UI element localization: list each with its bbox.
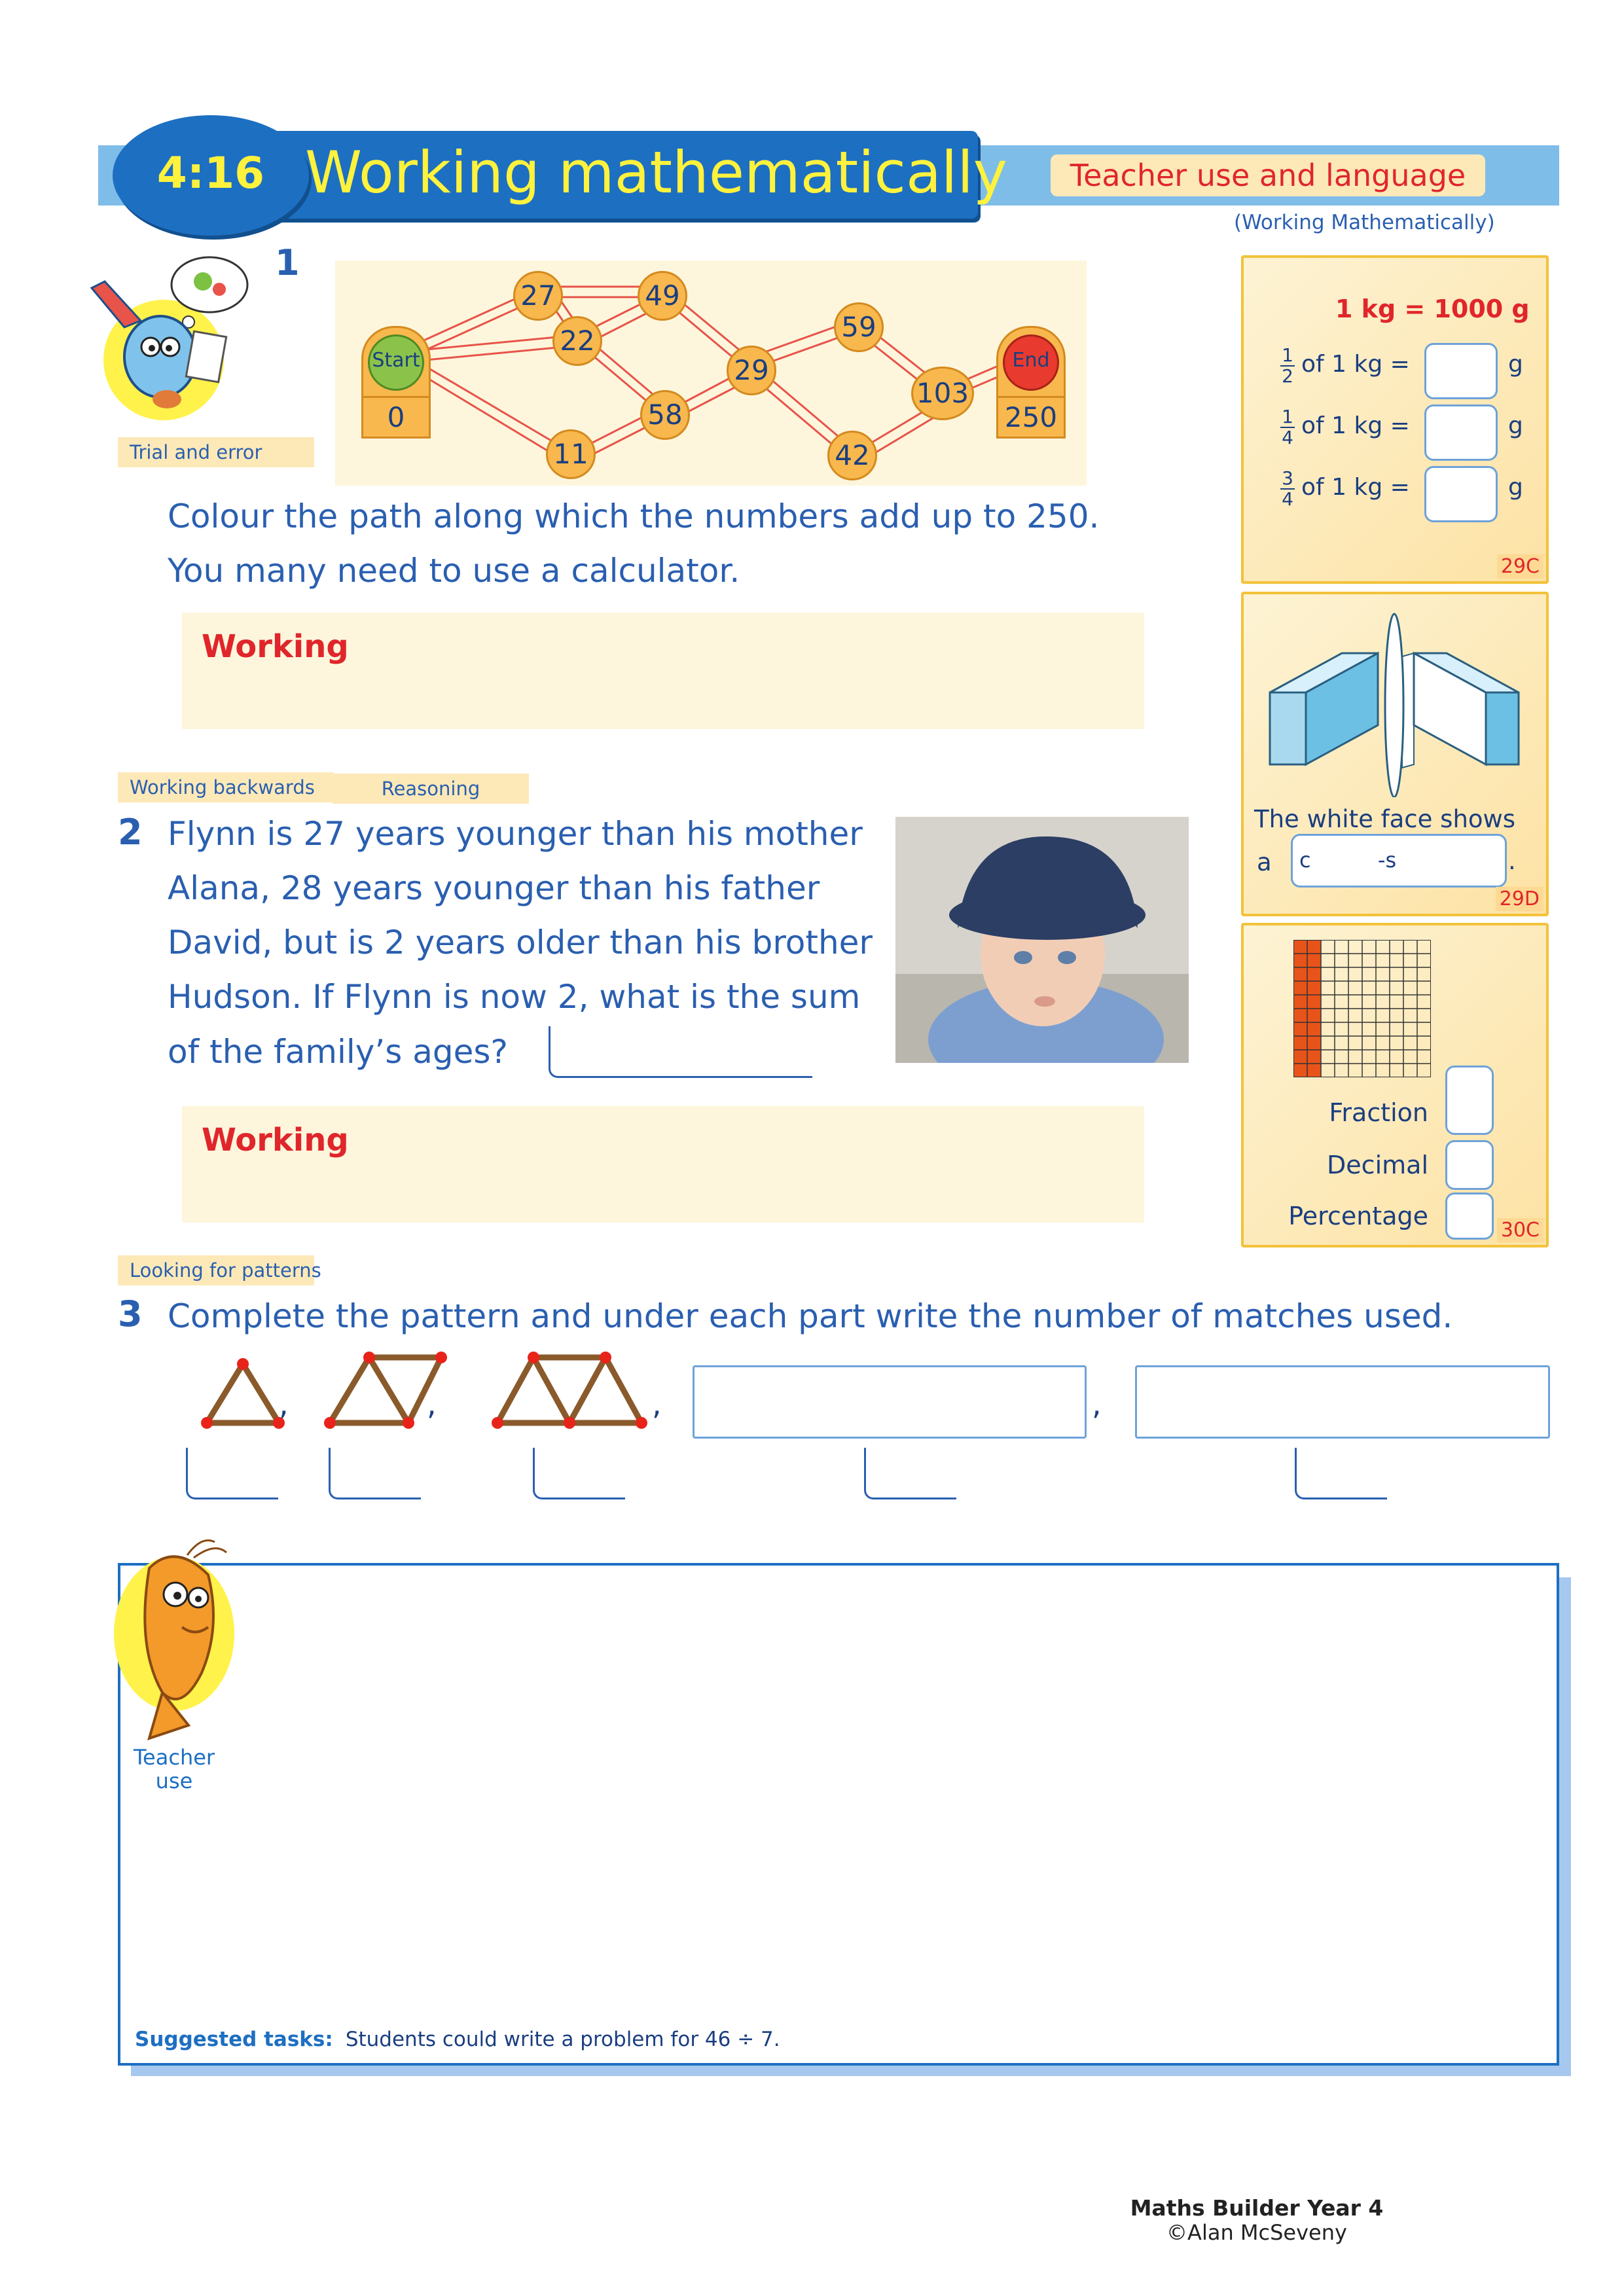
fraction-numerator: 1 [1282,406,1293,427]
question-2-number: 2 [118,812,143,853]
mass-half-answer[interactable] [1424,343,1498,399]
matches-count-2[interactable] [329,1448,421,1499]
question-3-number: 3 [118,1293,143,1335]
teacher-use-label-1: Teacher [133,1745,215,1770]
pattern-separator: , [279,1386,289,1422]
q2-answer-field[interactable] [549,1026,812,1078]
pencil-mascot-illustration [79,249,249,425]
pattern-separator: , [652,1386,662,1422]
q1-working-label: Working [202,628,349,665]
tag-trial-and-error: Trial and error [118,437,314,467]
node-11: 11 [546,429,596,479]
mass-quarter-answer[interactable] [1424,404,1498,461]
label-decimal: Decimal [1327,1151,1428,1179]
mass-row-unit: g [1508,351,1523,378]
percentage-answer[interactable] [1445,1193,1494,1240]
hundred-grid [1293,940,1431,1077]
mass-row-text: of 1 kg = [1301,351,1410,378]
cross-section-period: . [1508,847,1516,875]
side-panel-mass [1241,255,1549,584]
end-value: 250 [1004,401,1058,433]
matches-count-3[interactable] [533,1448,625,1499]
mass-row-unit: g [1508,474,1523,501]
node-29: 29 [727,346,776,395]
start-value: 0 [387,401,405,433]
footer-author: ©Alan McSeveny [1166,2220,1347,2245]
q2-line-2: Alana, 28 years younger than his father [168,869,820,907]
q1-instruction-2: You many need to use a calculator. [168,552,740,590]
side-panel-cross-section [1241,592,1549,916]
suggested-tasks [135,2028,780,2051]
path-puzzle [335,260,1087,486]
cross-section-answer[interactable] [1291,834,1507,888]
node-49: 49 [638,271,687,321]
end-node [996,326,1066,439]
hint-c: c [1299,848,1311,872]
node-42: 42 [827,431,877,480]
boy-photo [895,817,1189,1063]
teacher-use-box[interactable] [118,1563,1559,2066]
mass-row-half [1280,343,1529,402]
teacher-use-label-2: use [155,1768,193,1793]
q2-line-4: Hudson. If Flynn is now 2, what is the sum [168,978,861,1016]
q1-working-area[interactable] [182,613,1144,729]
start-node [361,326,431,439]
ref-29c: 29C [1497,554,1543,579]
pattern-separator: , [1092,1386,1102,1422]
match-pattern-1-triangle [194,1351,292,1436]
node-22: 22 [552,316,602,366]
fraction-numerator: 1 [1282,344,1293,366]
match-pattern-3-triangles [484,1344,661,1436]
mass-row-text: of 1 kg = [1301,412,1410,439]
header-subtitle: (Working Mathematically) [1234,211,1495,234]
fish-mascot-illustration [110,1529,241,1745]
cross-section-prefix: a [1257,848,1272,876]
matches-count-5[interactable] [1295,1448,1387,1499]
fraction-denominator: 4 [1282,488,1293,510]
q2-line-3: David, but is 2 years older than his brother [168,924,873,961]
mass-heading: 1 kg = 1000 g [1335,295,1530,323]
pattern-separator: , [427,1386,437,1422]
q3-instruction: Complete the pattern and under each part write the number of matches used. [168,1297,1453,1335]
label-fraction: Fraction [1329,1098,1428,1127]
q2-working-label: Working [202,1122,349,1158]
fraction-denominator: 4 [1282,427,1293,448]
pattern-5-drawing-area[interactable] [1135,1365,1550,1439]
q2-line-1: Flynn is 27 years younger than his mother [168,815,863,853]
node-59: 59 [834,302,884,352]
matches-count-1[interactable] [186,1448,278,1499]
ref-30c: 30C [1497,1218,1543,1242]
fraction-denominator: 2 [1282,365,1293,387]
start-label: Start [372,349,420,372]
node-103: 103 [911,367,974,420]
mass-row-unit: g [1508,412,1523,439]
q2-working-area[interactable] [182,1106,1144,1223]
ref-29d: 29D [1496,887,1543,911]
suggested-tasks-text: Students could write a problem for 46 ÷ 7. [345,2028,780,2051]
node-27: 27 [513,271,563,321]
fraction-numerator: 3 [1282,467,1293,489]
mass-row-three-quarters [1280,466,1529,525]
teacher-badge: Teacher use and language [1051,154,1485,196]
q2-line-5: of the family’s ages? [168,1033,508,1071]
suggested-tasks-label: Suggested tasks: [135,2028,333,2051]
node-58: 58 [640,390,690,440]
mass-three-quarters-answer[interactable] [1424,466,1498,522]
tag-working-backwards: Working backwards [118,772,334,802]
matches-count-4[interactable] [864,1448,956,1499]
decimal-answer[interactable] [1445,1140,1494,1190]
sliced-prism-illustration [1257,607,1532,797]
pattern-4-drawing-area[interactable] [693,1365,1087,1439]
end-label: End [1012,349,1050,372]
tag-looking-for-patterns: Looking for patterns [118,1255,314,1285]
mass-row-quarter [1280,404,1529,463]
hint-s: -s [1378,848,1397,872]
cross-section-text: The white face shows [1254,805,1516,833]
mass-row-text: of 1 kg = [1301,474,1410,501]
tag-reasoning: Reasoning [333,774,529,804]
side-panel-hundred-grid [1241,923,1549,1247]
footer-book-title: Maths Builder Year 4 [1130,2195,1384,2221]
lesson-number: 4:16 [156,148,265,198]
label-percentage: Percentage [1288,1202,1428,1230]
page-title: Working mathematically [305,139,1007,206]
q1-instruction-1: Colour the path along which the numbers add up to 250. [168,497,1100,535]
question-1-number: 1 [275,242,300,283]
fraction-answer[interactable] [1445,1066,1494,1135]
